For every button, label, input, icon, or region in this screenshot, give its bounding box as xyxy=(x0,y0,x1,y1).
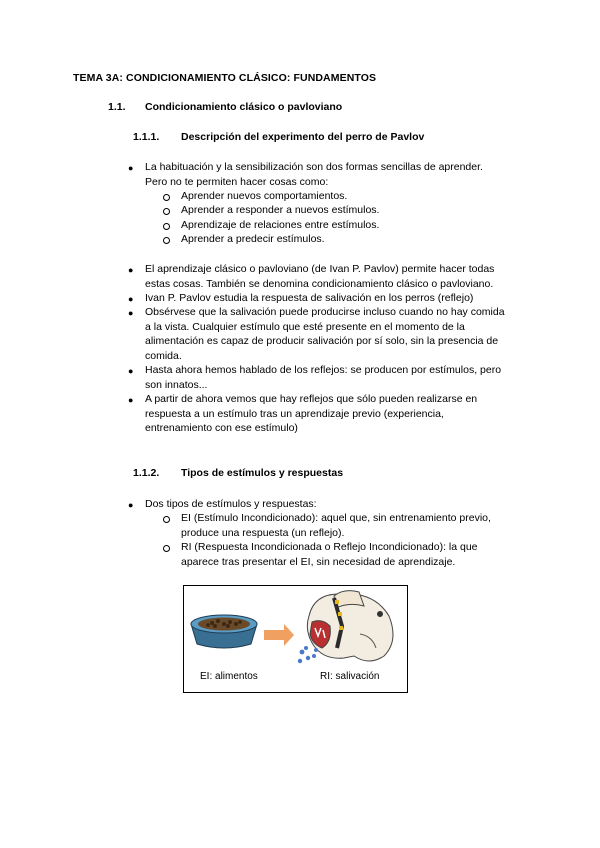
list-item: Ivan P. Pavlov estudia la respuesta de salivación en los perros (reflejo) xyxy=(145,292,474,304)
list-item-line: alimentación es capaz de producir salivación por sí solo, sin la presencia de xyxy=(145,335,499,347)
list-item-line: RI (Respuesta Incondicionada o Reflejo Incondicionado): la que xyxy=(181,541,478,553)
list-item-line: A partir de ahora vemos que hay reflejos que sólo pueden realizarse en xyxy=(145,393,478,405)
list-item-line: produce una respuesta (un reflejo). xyxy=(181,526,345,539)
list-item xyxy=(145,262,494,291)
food-bowl-icon xyxy=(191,615,257,648)
section-number: 1.1. xyxy=(108,101,126,113)
list-item-line: EI (Estímulo Incondicionado): aquel que, sin entrenamiento previo, xyxy=(181,512,491,524)
arrow-right-icon xyxy=(264,624,294,646)
list-item-line: estas cosas. También se denomina condicionamiento clásico o pavloviano. xyxy=(145,277,494,290)
bullet-dot: ● xyxy=(128,163,134,173)
sub-list-item xyxy=(181,511,491,540)
bullet-dot: ● xyxy=(128,265,134,275)
sub-bullet-circle xyxy=(163,516,170,523)
section-heading: Condicionamiento clásico o pavloviano xyxy=(145,101,343,113)
sub-list-item: Aprender a predecir estímulos. xyxy=(181,233,325,245)
list-item-line: Hasta ahora hemos hablado de los reflejos: se producen por estímulos, pero xyxy=(145,364,502,376)
salivating-dog-icon xyxy=(298,591,393,664)
list-item xyxy=(145,160,483,189)
bullet-dot: ● xyxy=(128,366,134,376)
subsection-heading: Descripción del experimento del perro de Pavlov xyxy=(181,131,425,143)
bullet-dot: ● xyxy=(128,294,134,304)
list-item-line: a la vista. Cualquier estímulo que esté presente en el momento de la xyxy=(145,320,465,333)
list-item-line: son innatos... xyxy=(145,378,208,391)
bullet-dot: ● xyxy=(128,395,134,405)
document-title: TEMA 3A: CONDICIONAMIENTO CLÁSICO: FUNDAMENTOS xyxy=(73,72,377,84)
list-item-line: La habituación y la sensibilización son dos formas sencillas de aprender. xyxy=(145,161,483,173)
list-item-line: entrenamiento con ese estímulo) xyxy=(145,422,298,434)
sub-list-item: Aprendizaje de relaciones entre estímulos. xyxy=(181,219,380,231)
list-item xyxy=(145,305,505,363)
sub-list-item xyxy=(181,540,478,569)
list-item-line: Obsérvese que la salivación puede producirse incluso cuando no hay comida xyxy=(145,306,505,318)
figure-caption-response: RI: salivación xyxy=(320,671,380,682)
sub-bullet-circle xyxy=(163,223,170,230)
list-item-line: aparece tras presentar el EI, sin necesidad de aprendizaje. xyxy=(181,555,456,568)
subsection-heading: Tipos de estímulos y respuestas xyxy=(181,467,344,479)
list-item xyxy=(145,392,477,436)
sub-bullet-circle xyxy=(163,208,170,215)
figure-caption-stimulus: EI: alimentos xyxy=(200,671,258,682)
list-item-line: respuesta a un estímulo tras un aprendizaje previo (experiencia, xyxy=(145,407,444,420)
list-item-line: Pero no te permiten hacer cosas como: xyxy=(145,175,329,188)
sub-list-item: Aprender nuevos comportamientos. xyxy=(181,190,348,202)
subsection-number: 1.1.1. xyxy=(133,131,160,143)
list-item: Dos tipos de estímulos y respuestas: xyxy=(145,498,317,510)
sub-list-item: Aprender a responder a nuevos estímulos. xyxy=(181,204,380,216)
list-item-line: comida. xyxy=(145,349,182,362)
list-item-line: El aprendizaje clásico o pavloviano (de Ivan P. Pavlov) permite hacer todas xyxy=(145,263,495,275)
list-item xyxy=(145,363,501,392)
sub-bullet-circle xyxy=(163,237,170,244)
sub-bullet-circle xyxy=(163,545,170,552)
bullet-dot: ● xyxy=(128,500,134,510)
bullet-dot: ● xyxy=(128,308,134,318)
pavlov-figure xyxy=(183,585,408,693)
sub-bullet-circle xyxy=(163,194,170,201)
subsection-number: 1.1.2. xyxy=(133,467,160,479)
